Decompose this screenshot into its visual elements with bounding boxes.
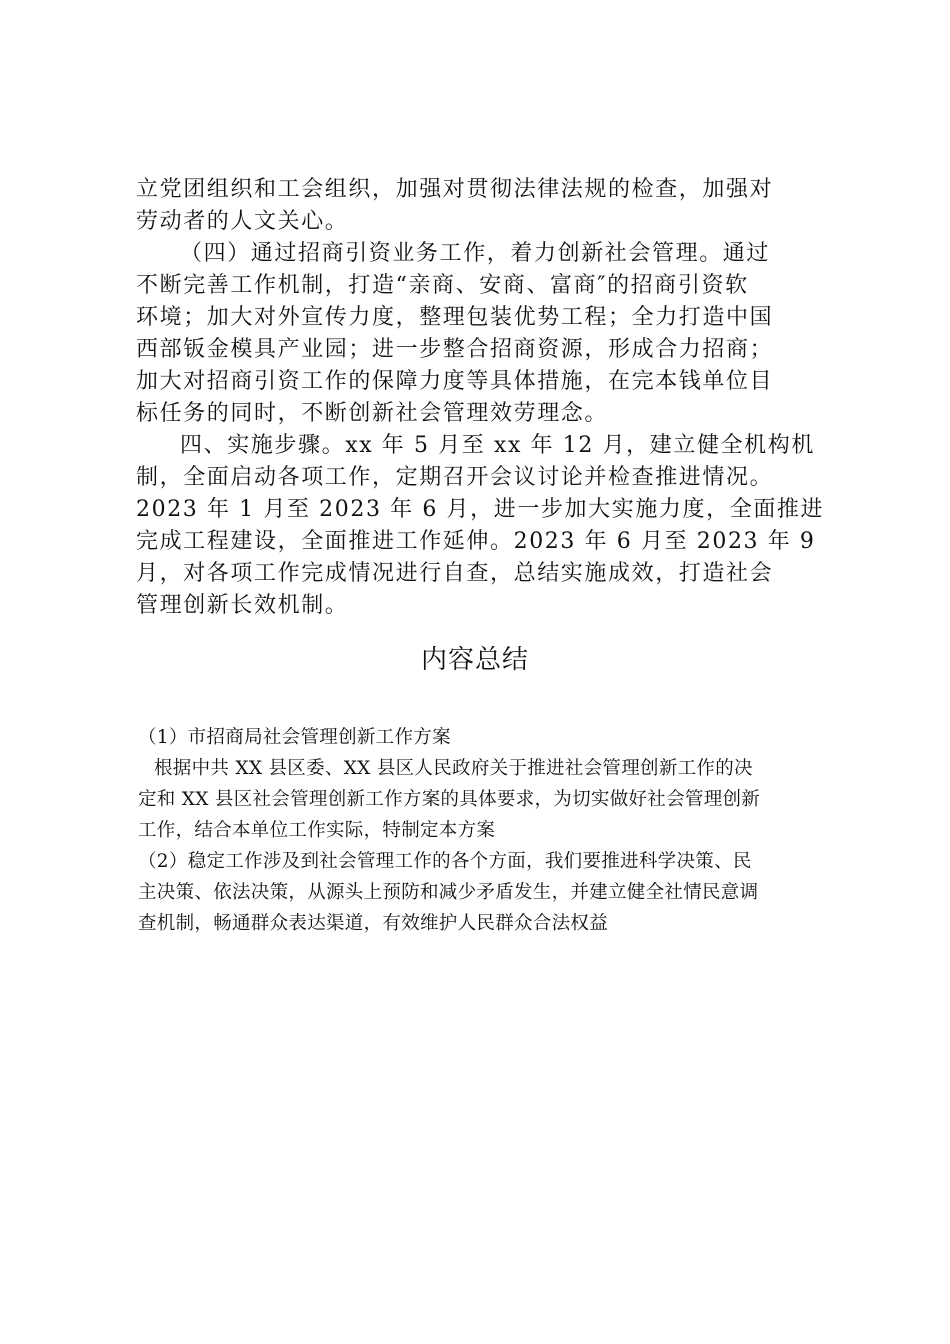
body-line: 完成工程建设，全面推进工作延伸。2023 年 6 月至 2023 年 9 bbox=[136, 529, 816, 554]
summary-line: 主决策、依法决策，从源头上预防和减少矛盾发生，并建立健全社情民意调 bbox=[138, 882, 759, 903]
body-line: 标任务的同时，不断创新社会管理效劳理念。 bbox=[136, 401, 609, 426]
body-line: 2023 年 1 月至 2023 年 6 月，进一步加大实施力度，全面推进 bbox=[136, 497, 825, 522]
summary-section bbox=[138, 722, 828, 939]
body-line: 劳动者的人文关心。 bbox=[136, 209, 349, 234]
summary-line: 工作，结合本单位工作实际，特制定本方案 bbox=[138, 820, 496, 841]
summary-line: 根据中共 XX 县区委、XX 县区人民政府关于推进社会管理创新工作的决 bbox=[154, 758, 753, 779]
summary-line: （2）稳定工作涉及到社会管理工作的各个方面，我们要推进科学决策、民 bbox=[138, 851, 752, 872]
body-line: 制，全面启动各项工作，定期召开会议讨论并检查推进情况。 bbox=[136, 465, 774, 490]
body-line: 不断完善工作机制，打造“亲商、安商、富商″的招商引资软 bbox=[136, 273, 749, 298]
document-body bbox=[136, 174, 824, 622]
body-line: 西部钣金模具产业园；进一步整合招商资源，形成合力招商； bbox=[136, 337, 774, 362]
body-line: 立党团组织和工会组织，加强对贯彻法律法规的检查，加强对 bbox=[136, 177, 774, 202]
summary-line: 定和 XX 县区社会管理创新工作方案的具体要求，为切实做好社会管理创新 bbox=[138, 789, 761, 810]
body-line: 加大对招商引资工作的保障力度等具体措施，在完本钱单位目 bbox=[136, 369, 774, 394]
summary-heading: 内容总结 bbox=[420, 645, 529, 675]
body-line: 月，对各项工作完成情况进行自查，总结实施成效，打造社会 bbox=[136, 561, 774, 586]
body-line: 管理创新长效机制。 bbox=[136, 593, 349, 618]
summary-line: （1）市招商局社会管理创新工作方案 bbox=[138, 727, 451, 748]
body-line: 环境；加大对外宣传力度，整理包装优势工程；全力打造中国 bbox=[136, 305, 774, 330]
body-line: 四、实施步骤。xx 年 5 月至 xx 年 12 月，建立健全机构机 bbox=[180, 433, 815, 458]
summary-line: 查机制，畅通群众表达渠道，有效维护人民群众合法权益 bbox=[138, 913, 609, 934]
body-line: （四）通过招商引资业务工作，着力创新社会管理。通过 bbox=[180, 241, 771, 266]
